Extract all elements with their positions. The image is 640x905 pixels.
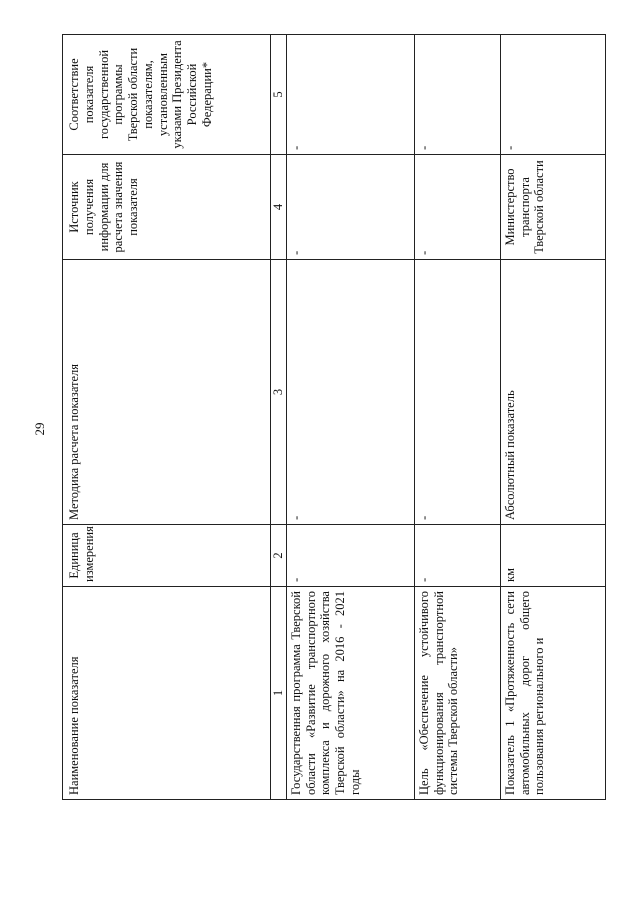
table-row — [414, 35, 500, 800]
indicator-name: Цель «Обеспечение устойчивого функционирования транспортной системы Тверской области» — [414, 587, 500, 800]
indicators-table — [62, 34, 606, 800]
column-number: 1 — [271, 587, 287, 800]
indicator-unit: - — [286, 525, 414, 587]
rotated-page-frame — [62, 35, 602, 800]
column-number: 3 — [271, 260, 287, 525]
column-number: 5 — [271, 35, 287, 155]
column-number: 2 — [271, 525, 287, 587]
indicator-unit: км — [500, 525, 605, 587]
indicator-unit: - — [414, 525, 500, 587]
column-number-row — [271, 35, 287, 800]
indicator-method: Абсолютный показатель — [500, 260, 605, 525]
indicator-method: - — [286, 260, 414, 525]
header-indicator-name: Наименование показателя — [63, 587, 271, 800]
header-method: Методика расчета показателя — [63, 260, 271, 525]
indicator-source: Министерство транспорта Тверской области — [500, 155, 605, 260]
indicator-source: - — [286, 155, 414, 260]
page-number: 29 — [32, 422, 47, 436]
table-row — [500, 35, 605, 800]
table-row — [286, 35, 414, 800]
header-source: Источник получения информации для расчета значения показателя — [63, 155, 271, 260]
indicator-method: - — [414, 260, 500, 525]
indicator-name: Государственная программа Тверской области «Развитие транспортного комплекса и дорожного хозяйства Тверской области» на 2016 - 2021 годы — [286, 587, 414, 800]
header-unit: Единица измерения — [63, 525, 271, 587]
column-number: 4 — [271, 155, 287, 260]
indicator-correspondence: - — [286, 35, 414, 155]
indicator-name: Показатель 1 «Протяженность сети автомобильных дорог общего пользования регионального и — [500, 587, 605, 800]
indicator-correspondence: - — [414, 35, 500, 155]
table-header-row — [63, 35, 271, 800]
header-correspondence: Соответствие показателя государственной программы Тверской области показателям, установленным указами Президента Российской Федерации* — [63, 35, 271, 155]
indicator-correspondence: - — [500, 35, 605, 155]
indicator-source: - — [414, 155, 500, 260]
